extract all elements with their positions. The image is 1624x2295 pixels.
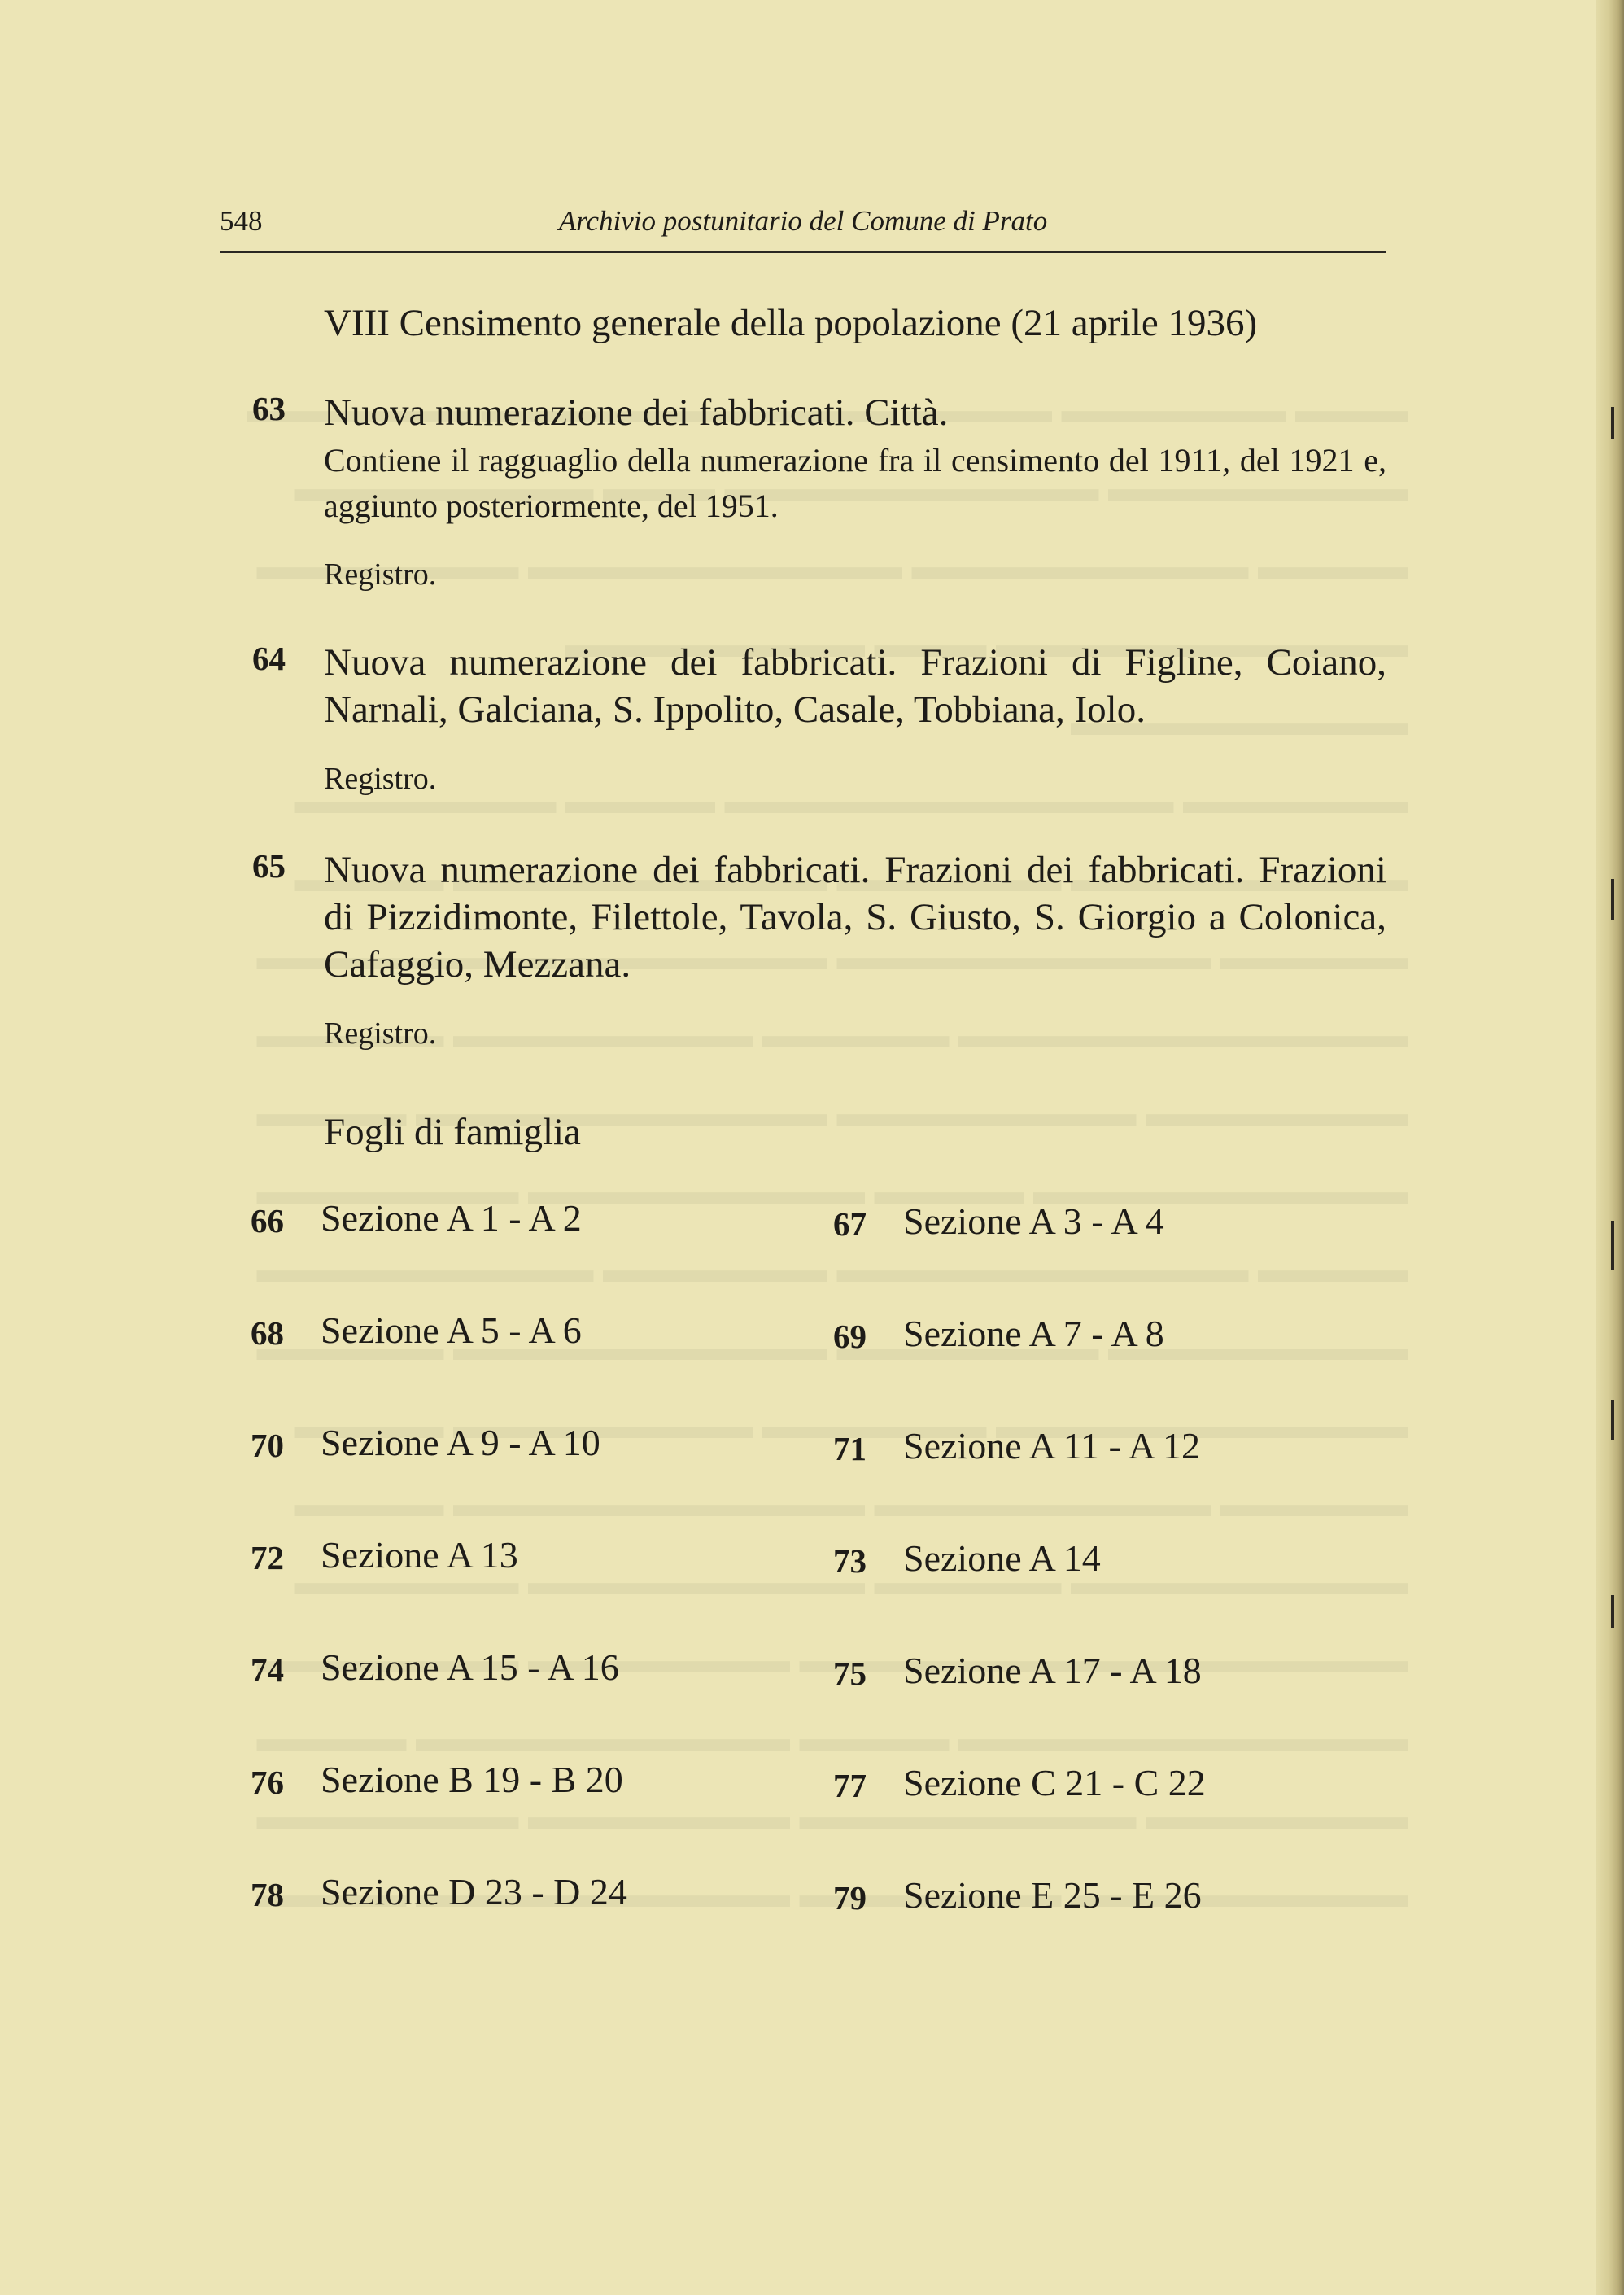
edge-mark: [1611, 1595, 1614, 1628]
edge-mark: [1611, 879, 1614, 920]
entry-number: 65: [252, 847, 286, 885]
sheet-label: Sezione A 11 - A 12: [903, 1425, 1201, 1467]
sheet-label: Sezione A 17 - A 18: [903, 1650, 1202, 1691]
sheet-label: Sezione D 23 - D 24: [321, 1871, 627, 1912]
sheet-number: 69: [833, 1318, 867, 1355]
entry-title: Nuova numerazione dei fabbricati. Frazioni di Figline, Coiano, Narnali, Galciana, S. Ippolito, Casale, Tobbiana, Iolo.: [324, 641, 1386, 731]
sheet-number: 72: [251, 1539, 284, 1576]
sheet-label: Sezione A 15 - A 16: [321, 1646, 619, 1688]
entry-body: [324, 389, 1386, 592]
page-edge: [1596, 0, 1624, 2295]
entry-note: Registro.: [324, 762, 437, 796]
entry-title: Nuova numerazione dei fabbricati. Città.: [324, 391, 949, 434]
sheet-number: 77: [833, 1767, 867, 1804]
entry-body: [324, 846, 1386, 1051]
entry-note: Registro.: [324, 1016, 437, 1051]
sheet-label: Sezione A 1 - A 2: [321, 1197, 582, 1239]
section-title: VIII Censimento generale della popolazione (21 aprile 1936): [324, 302, 1258, 344]
entry-number: 63: [252, 390, 286, 427]
page-number: 548: [220, 205, 263, 237]
sheet-number: 76: [251, 1764, 284, 1801]
sheet-number: 75: [833, 1655, 867, 1692]
sheet-label: Sezione E 25 - E 26: [903, 1874, 1202, 1916]
sheet-label: Sezione A 5 - A 6: [321, 1309, 582, 1351]
sheet-label: Sezione C 21 - C 22: [903, 1762, 1206, 1803]
edge-mark: [1611, 1400, 1614, 1440]
sheet-label: Sezione A 14: [903, 1537, 1101, 1579]
sheet-number: 73: [833, 1542, 867, 1580]
sheet-label: Sezione A 3 - A 4: [903, 1200, 1164, 1242]
edge-mark: [1611, 1221, 1614, 1270]
series-heading: Fogli di famiglia: [324, 1111, 581, 1153]
sheet-number: 68: [251, 1314, 284, 1352]
sheet-number: 70: [251, 1427, 284, 1464]
catalog-entry: [220, 846, 1386, 1051]
sheet-label: Sezione B 19 - B 20: [321, 1759, 623, 1800]
running-head: [220, 205, 1386, 251]
sheet-number: 66: [251, 1202, 284, 1239]
entry-note: Registro.: [324, 557, 437, 592]
sheet-number: 71: [833, 1430, 867, 1467]
sheet-label: Sezione A 7 - A 8: [903, 1313, 1164, 1354]
sheet-number: 67: [833, 1205, 867, 1243]
entry-description: Contiene il ragguaglio della numerazione fra il censimento del 1911, del 1921 e, aggiunto posteriormente, del 1951.: [324, 442, 1386, 524]
header-rule: [220, 251, 1386, 253]
sheet-number: 79: [833, 1879, 867, 1917]
sheet-label: Sezione A 13: [321, 1534, 518, 1576]
sheet-number: 78: [251, 1876, 284, 1913]
entry-number: 64: [252, 640, 286, 677]
sheet-number: 74: [251, 1651, 284, 1689]
edge-mark: [1611, 407, 1614, 439]
catalog-entry: [220, 639, 1386, 797]
running-title: Archivio postunitario del Comune di Prato: [558, 205, 1048, 237]
entry-body: [324, 639, 1386, 797]
entry-title: Nuova numerazione dei fabbricati. Frazioni dei fabbricati. Frazioni di Pizzidimonte, Filettole, Tavola, S. Giusto, S. Giorgio a Colonica, Cafaggio, Mezzana.: [324, 849, 1386, 986]
catalog-entry: [220, 389, 1386, 592]
sheet-label: Sezione A 9 - A 10: [321, 1422, 600, 1463]
